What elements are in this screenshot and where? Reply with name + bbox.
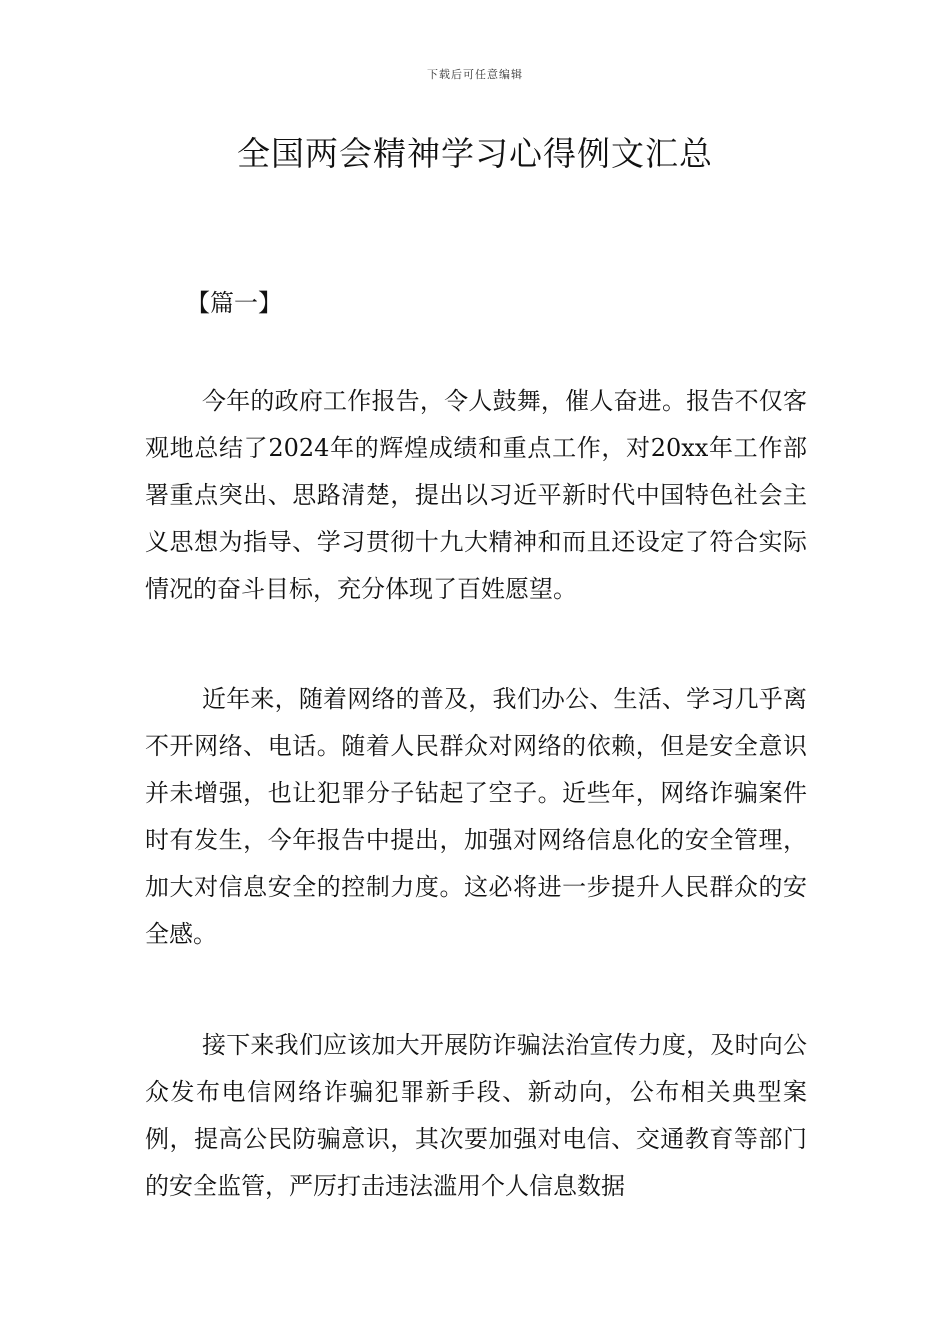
header-note: 下载后可任意编辑 bbox=[427, 68, 523, 81]
page-title: 全国两会精神学习心得例文汇总 bbox=[237, 134, 713, 173]
body-paragraph-2: 近年来，随着网络的普及，我们办公、生活、学习几乎离不开网络、电话。随着人民群众对网络的依赖，但是安全意识并未增强，也让犯罪分子钻起了空子。近些年，网络诈骗案件时有发生，今年报告中提出，加强对网络信息化的安全管理，加大对信息安全的控制力度。这必将进一步提升人民群众的安全感。 bbox=[145, 685, 807, 948]
body-paragraph-1: 今年的政府工作报告，令人鼓舞，催人奋进。报告不仅客观地总结了2024年的辉煌成绩和重点工作，对20xx年工作部署重点突出、思路清楚，提出以习近平新时代中国特色社会主义思想为指导、学习贯彻十九大精神和而且还设定了符合实际情况的奋斗目标，充分体现了百姓愿望。 bbox=[145, 387, 807, 603]
section-label: 【篇一】 bbox=[186, 289, 282, 317]
body-paragraph-3: 接下来我们应该加大开展防诈骗法治宣传力度，及时向公众发布电信网络诈骗犯罪新手段、新动向，公布相关典型案例，提高公民防骗意识，其次要加强对电信、交通教育等部门的安全监管，严厉打击违法滥用个人信息数据 bbox=[145, 1031, 807, 1200]
